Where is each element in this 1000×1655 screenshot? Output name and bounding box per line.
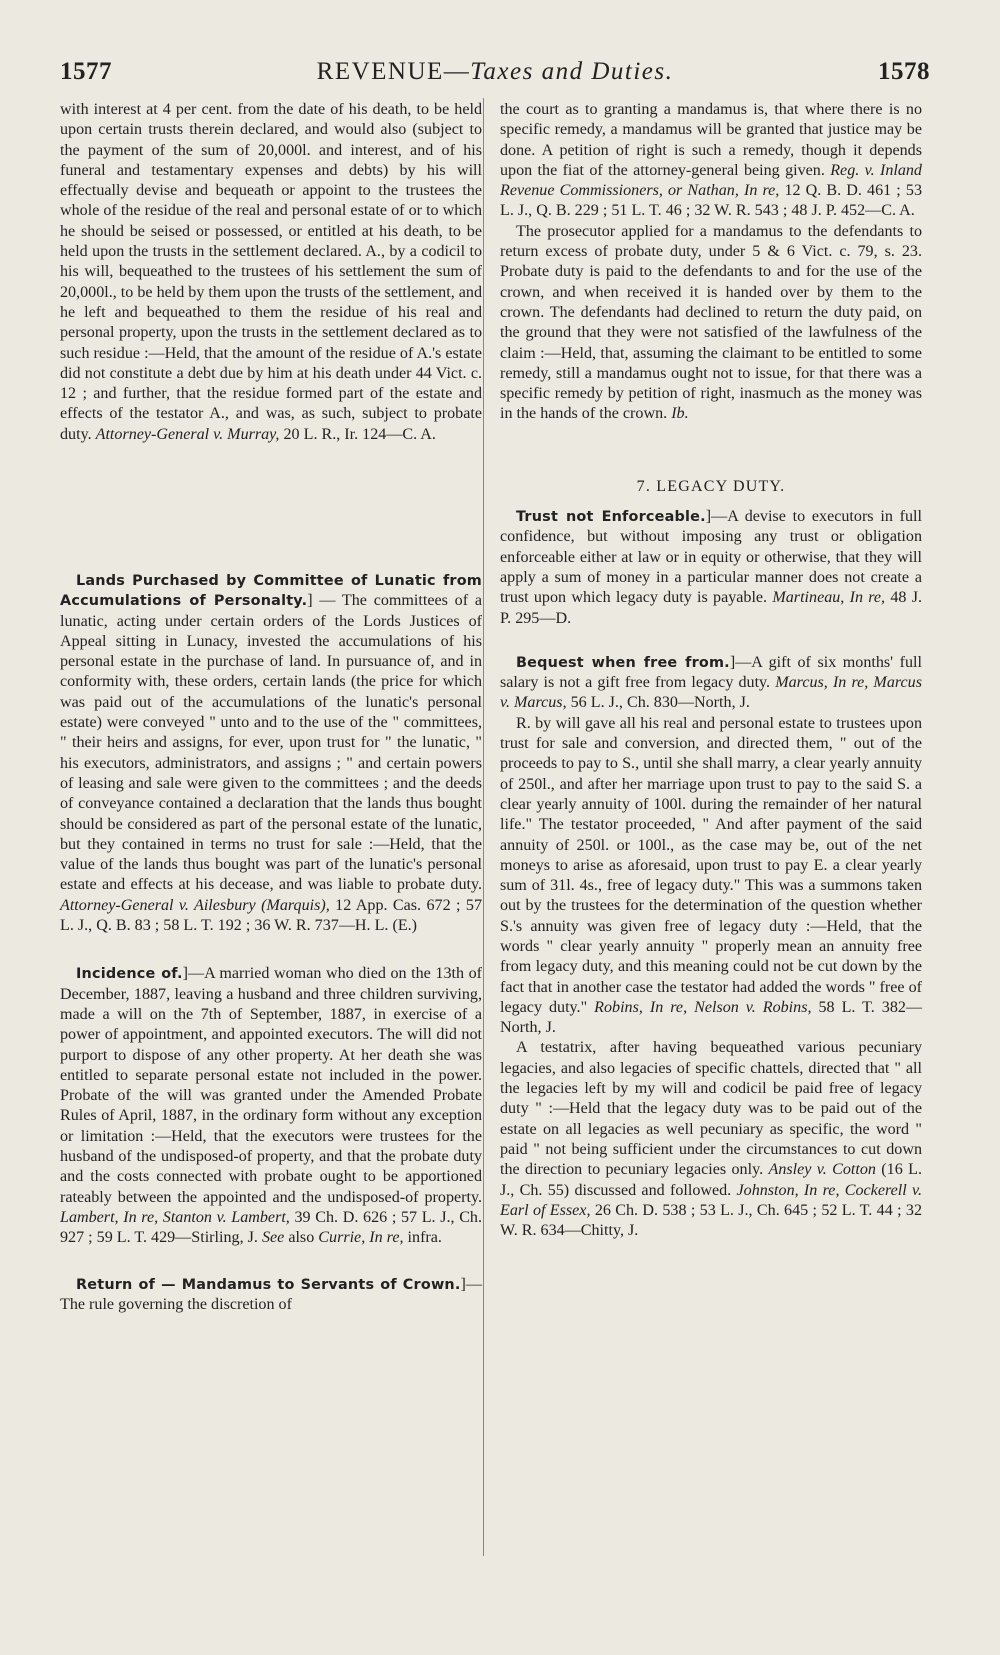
case-citation: Reg. v. Inland Revenue Commissioners, or Nathan, In re, bbox=[500, 161, 922, 200]
entry-incidence-of: Incidence of.]—A married woman who died on the 13th of December, 1887, leaving a husband and three children surviving, made a will on the 7th of September, 1887, in exercise of a power of appointment, and appointed executors. The will did not purport to dispose of any other property. At her death she was entitled to separate personal estate not included in the power. Probate of the will was granted under the Amended Probate Rules of April, 1887, in the ordinary form without any exception or limitation :—Held, that the executors were trustees for the husband of the undisposed-of property, and that the probate duty and the costs connected with probate ought to be apportioned rateably between the appointed and the undisposed-of property. Lambert, In re, Stanton v. Lambert, 39 Ch. D. 626 ; 57 L. J., Ch. 927 ; 59 L. T. 429—Stirling, J. See also Currie, In re, infra. bbox=[60, 965, 482, 1247]
case-citation: Johnston, In re, Cockerell v. Earl of Essex, bbox=[500, 1181, 922, 1219]
entry-heading: Incidence of. bbox=[76, 966, 183, 983]
case-citation: Attorney-General v. Ailesbury (Marquis), bbox=[60, 896, 330, 914]
entry-return-of-mandamus: Return of — Mandamus to Servants of Crown.]—The rule governing the discretion of bbox=[60, 1275, 482, 1313]
entry-heading: Lands Purchased by Committee of Lunatic from Accumulations of Personalty. bbox=[60, 573, 482, 610]
case-citation: Robins, In re, Nelson v. Robins, bbox=[594, 998, 812, 1016]
case-citation: Lambert, In re, Stanton v. Lambert, bbox=[60, 1208, 290, 1226]
section-title: 7. LEGACY DUTY. bbox=[636, 477, 786, 495]
case-citation: Ib. bbox=[671, 405, 689, 423]
case-citation: Attorney-General v. Murray, bbox=[95, 425, 280, 443]
continued-paragraph: the court as to granting a mandamus is, that where there is no specific remedy, a mandamus will be granted that justice may be done. A petition of right is such a remedy, though it depends upon the fiat of the attorney-general being given. Reg. v. Inland Revenue Commissioners, or Nathan, In re, 12 Q. B. D. 461 ; 53 L. J., Q. B. 229 ; 51 L. T. 46 ; 32 W. R. 543 ; 48 J. P. 452—C. A. bbox=[500, 101, 922, 220]
paragraph: A testatrix, after having bequeathed various pecuniary legacies, and also legacies of specific chattels, directed that " all the legacies left by my will and codicil be paid free of legacy duty " :—Held that the legacy duty was to be paid out of the estate on all legacies as well pecuniary as specific, the word " paid " not being sufficient under the circumstances to cut down the direction to pecuniary legacies only. Ansley v. Cotton (16 L. J., Ch. 55) discussed and followed. Johnston, In re, Cockerell v. Earl of Essex, 26 Ch. D. 538 ; 53 L. J., Ch. 645 ; 52 L. T. 44 ; 32 W. R. 634—Chitty, J. bbox=[500, 1039, 922, 1240]
entry-bequest-when-free: Bequest when free from.]—A gift of six months' full salary is not a gift free from legacy duty. Marcus, In re, Marcus v. Marcus, 56 L. J., Ch. 830—North, J. R. by will gave all his real and personal estate to trustees upon trust for sale and conversion, and directed them, " out of the proceeds to pay to S., until she shall marry, a clear yearly annuity of 250l., and after her marriage upon trust to pay to the said S. a clear yearly annuity of 100l. during the remainder of her natural life." The testator proceeded, " And after payment of the said annuity of 250l. or 100l., as the case may be, out of the net moneys to arise as aforesaid, upon trust to pay E. a clear yearly sum of 31l. 4s., free of legacy duty." This was a summons taken out by the trustees for the determination of the question whether S.'s annuity was given free of legacy duty :—Held, that the words " clear yearly annuity " properly mean an annuity free from legacy duty, and this meaning could not be cut down by the fact that in another case the testator had added the words " free of legacy duty." Robins, In re, Nelson v. Robins, 58 L. T. 382—North, J. A testatrix, after having bequeathed various pecuniary legacies, and also legacies of specific chattels, directed that " all the legacies left by my will and codicil be paid free of legacy duty " :—Held that the legacy duty was to be paid out of the estate on all legacies as well pecuniary as specific, the word " paid " not being sufficient under the circumstances to cut down the direction to pecuniary legacies only. Ansley v. Cotton (16 L. J., Ch. 55) discussed and followed. Johnston, In re, Cockerell v. Earl of Essex, 26 Ch. D. 538 ; 53 L. J., Ch. 645 ; 52 L. T. 44 ; 32 W. R. 634—Chitty, J. bbox=[500, 653, 922, 1242]
case-citation: Martineau, In re, bbox=[772, 589, 886, 607]
running-header bbox=[60, 52, 930, 92]
right-column bbox=[500, 100, 922, 1615]
entry-heading: Bequest when free from. bbox=[516, 654, 730, 671]
running-title: REVENUE—Taxes and Duties. bbox=[316, 58, 674, 85]
continued-paragraph: with interest at 4 per cent. from the date of his death, to be held upon certain trusts therein declared, and would also (subject to the payment of the sum of 20,000l. and interest, and of his funeral and testamentary expenses and debts) by his will effectually devise and bequeath or appoint to the trustees the whole of the residue of the real and personal estate of or to which he should be seised or possessed, or entitled at his death, to be held upon the trusts in the settlement declared. A., by a codicil to his will, bequeathed to the trustees of his settlement the sum of 20,000l., to be held by them upon the trusts of the settlement, and he left and bequeathed to them the residue of his real and personal property, upon the trusts in the settlement declared as to such residue :—Held, that the amount of the residue of A.'s estate did not constitute a debt due by him at his death under 44 Vict. c. 12 ; and further, that the residue formed part of the estate and effects of the testator A., and was, as such, subject to probate duty. Attorney-General v. Murray, 20 L. R., Ir. 124—C. A. bbox=[60, 101, 482, 443]
cross-reference: Currie, In re, bbox=[318, 1229, 404, 1247]
column-divider bbox=[483, 98, 484, 1556]
entry-heading: Trust not Enforceable. bbox=[516, 509, 706, 526]
case-citation: Marcus, In re, Marcus v. Marcus, bbox=[500, 674, 922, 712]
paragraph: The prosecutor applied for a mandamus to the defendants to return excess of probate duty, under 5 & 6 Vict. c. 79, s. 23. Probate duty is paid to the defendants to and for the use of the crown, and when received it is handed over by them to the crown. The defendants had declined to return the duty paid, on the ground that they were not satisfied of the lawfulness of the claim :—Held, that, assuming the claimant to be entitled to some remedy, still a mandamus ought not to issue, for that there was a specific remedy by petition of right, inasmuch as the money was in the hands of the crown. Ib. bbox=[500, 222, 922, 423]
entry-lands-purchased: Lands Purchased by Committee of Lunatic from Accumulations of Personalty.] — The committees of a lunatic, acting under certain orders of the Lords Justices of Appeal sitting in Lunacy, invested the accumulations of his personal estate in the purchase of land. In pursuance of, and in conformity with, these orders, certain lands (the price for which was paid out of the accumulations of the lunatic's personal estate) were conveyed " unto and to the use of the " committees, " their heirs and assigns, for ever, upon trust for " the lunatic, " his executors, administrators, and assigns ; " and certain powers of leasing and sale were given to the committees ; and the deeds of conveyance contained a declaration that the lands thus bought should be considered as part of the personal estate of the lunatic, but they contained in terms no trust for sale :—Held, that the value of the lands thus bought was part of the lunatic's personal estate and effects at his decease, and was liable to probate duty. Attorney-General v. Ailesbury (Marquis), 12 App. Cas. 672 ; 57 L. J., Q. B. 83 ; 58 L. T. 192 ; 36 W. R. 737—H. L. (E.) bbox=[60, 573, 482, 935]
running-title-sub: Taxes and Duties. bbox=[470, 58, 674, 85]
left-column bbox=[60, 100, 482, 1615]
paragraph: R. by will gave all his real and personal estate to trustees upon trust for sale and conversion, and directed them, " out of the proceeds to pay to S., until she shall marry, a clear yearly annuity of 250l., and after her marriage upon trust to pay to the said S. a clear yearly annuity of 100l. during the remainder of her natural life." The testator proceeded, " And after payment of the said annuity of 250l. or 100l., as the case may be, out of the net moneys to arise as aforesaid, upon trust to pay E. a clear yearly sum of 31l. 4s., free of legacy duty." This was a summons taken out by the trustees for the determination of the question whether S.'s annuity was given free of legacy duty :—Held, that the words " clear yearly annuity " properly mean an annuity free from legacy duty, and this meaning could not be cut down by the fact that in another case the testator had added the words " free of legacy duty." Robins, In re, Nelson v. Robins, 58 L. T. 382—North, J. bbox=[500, 714, 923, 1037]
left-page-number: 1577 bbox=[60, 58, 112, 85]
entry-heading: Return of — Mandamus to Servants of Crown. bbox=[76, 1276, 461, 1293]
entry-trust-not-enforceable: Trust not Enforceable.]—A devise to executors in full confidence, but without imposing any trust or obligation enforceable either at law or in equity or otherwise, that they will apply a sum of money in a particular manner does not create a trust upon which legacy duty is payable. Martineau, In re, 48 J. P. 295—D. bbox=[500, 508, 923, 627]
right-page-number: 1578 bbox=[878, 58, 930, 85]
case-citation: Ansley v. Cotton bbox=[768, 1161, 876, 1179]
running-title-main: REVENUE bbox=[316, 58, 444, 85]
